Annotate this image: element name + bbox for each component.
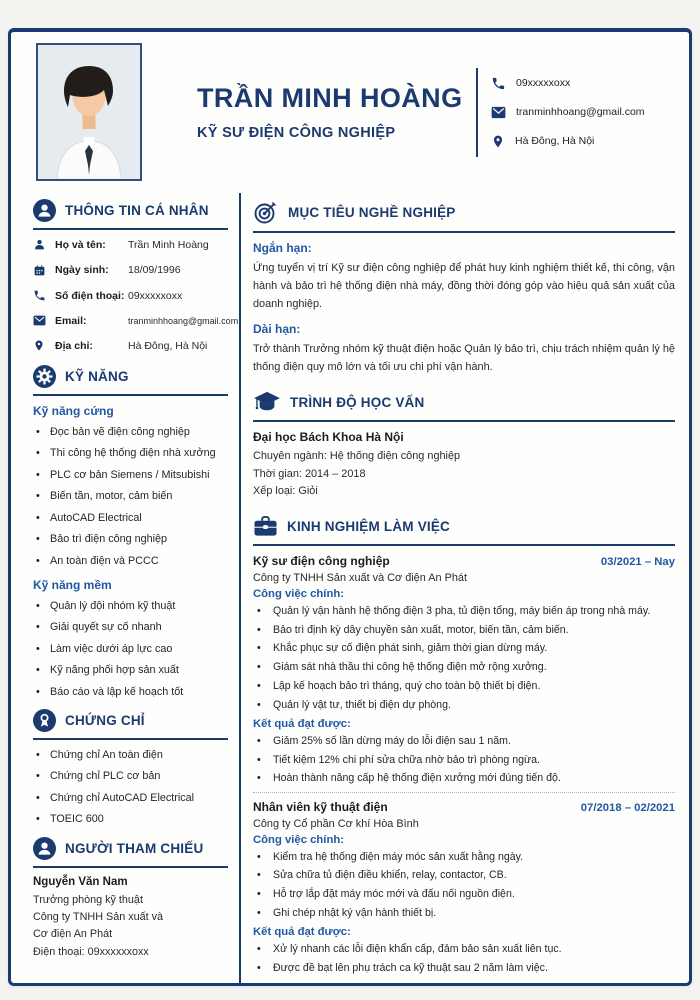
result-item: • Hoàn thành nâng cấp hệ thống điện xưởng mới đúng tiến độ. <box>257 772 561 785</box>
tasks-label: Công việc chính: <box>253 587 345 600</box>
contact-phone <box>491 76 673 91</box>
certificate-item: • Chứng chỉ AutoCAD Electrical <box>36 791 195 804</box>
info-label: Địa chỉ: <box>55 339 93 352</box>
reference-line: Công ty TNHH Sản xuất và <box>33 910 164 923</box>
job-company: Công ty TNHH Sản xuất và Cơ điện An Phát <box>253 571 467 584</box>
result-item: • Tiết kiệm 12% chi phí sửa chữa nhờ bảo trì phòng ngừa. <box>257 753 540 766</box>
cv-page <box>8 28 692 986</box>
skill-item: • Báo cáo và lập kế hoạch tốt <box>36 685 184 698</box>
location-icon <box>491 134 505 149</box>
skill-item: • Thi công hệ thống điện nhà xưởng <box>36 447 216 460</box>
info-row <box>33 238 228 251</box>
name-block <box>142 83 476 141</box>
section-personal-info <box>33 199 239 352</box>
results-label: Kết quả đạt được: <box>253 717 351 730</box>
task-item: • Hỗ trợ lắp đặt máy móc mới và đấu nối nguồn điện. <box>257 888 515 901</box>
contact-email-text: tranminhhoang@gmail.com <box>516 106 645 118</box>
job-entry <box>253 554 675 786</box>
body-columns <box>11 189 689 983</box>
candidate-job-title: KỸ SƯ ĐIỆN CÔNG NGHIỆP <box>197 125 396 141</box>
certificate-item: • TOEIC 600 <box>36 813 104 826</box>
job-period: 03/2021 – Nay <box>600 555 675 568</box>
section-title: KỸ NĂNG <box>65 368 129 384</box>
education-header <box>253 390 675 422</box>
skill-item: • Bảo trì điện công nghiệp <box>36 533 168 546</box>
skill-item: • Biến tần, motor, cảm biến <box>36 490 173 503</box>
info-row <box>33 264 228 277</box>
contact-address <box>491 134 673 149</box>
section-reference <box>33 837 228 962</box>
info-value: 18/09/1996 <box>128 264 181 276</box>
info-row <box>33 339 228 352</box>
skill-item: • AutoCAD Electrical <box>36 511 142 524</box>
skill-item: • Giải quyết sự cố nhanh <box>36 621 162 634</box>
section-title: NGƯỜI THAM CHIẾU <box>65 840 204 856</box>
education-school: Đại học Bách Khoa Hà Nội <box>253 430 404 445</box>
personal-info-header <box>33 199 228 230</box>
envelope-icon <box>491 106 506 119</box>
info-row <box>33 289 228 302</box>
certificate-item: • Chứng chỉ PLC cơ bản <box>36 770 161 783</box>
short-term-label: Ngắn hạn: <box>253 241 312 255</box>
results-label: Kết quả đạt được: <box>253 925 351 938</box>
task-item: • Khắc phục sự cố điện phát sinh, giảm thời gian dừng máy. <box>257 642 548 655</box>
reference-line: Cơ điện An Phát <box>33 928 113 941</box>
info-value: Hà Đông, Hà Nội <box>128 339 208 352</box>
skill-item: • Làm việc dưới áp lực cao <box>36 642 173 655</box>
reference-name: Nguyễn Văn Nam <box>33 875 128 888</box>
phone-icon <box>491 76 506 91</box>
section-skills <box>33 365 228 699</box>
section-title: MỤC TIÊU NGHỀ NGHIỆP <box>288 204 456 220</box>
job-role: Nhân viên kỹ thuật điện <box>253 799 388 814</box>
info-row <box>33 314 239 327</box>
header-contacts <box>476 68 673 157</box>
section-experience <box>253 515 675 975</box>
education-line: Thời gian: 2014 – 2018 <box>253 467 366 480</box>
section-title: CHỨNG CHỈ <box>65 712 145 728</box>
avatar <box>38 45 140 179</box>
award-circle-icon <box>33 709 56 732</box>
profile-photo <box>36 43 142 181</box>
section-objective <box>253 199 675 376</box>
person-circle-icon <box>33 199 56 222</box>
person-circle-icon <box>33 837 56 860</box>
task-item: • Lập kế hoạch bảo trì tháng, quý cho toàn bộ thiết bị điện. <box>257 680 541 693</box>
task-item: • Quản lý vật tư, thiết bị điện dự phòng. <box>257 698 451 711</box>
left-column <box>33 193 241 983</box>
education-line: Xếp loại: Giỏi <box>253 485 318 498</box>
reference-line: Điện thoại: 09xxxxxxoxx <box>33 945 149 958</box>
result-item: • Giảm 25% số lần dừng máy do lỗi điện sau 1 năm. <box>257 734 511 747</box>
soft-skills-subtitle: Kỹ năng mềm <box>33 577 112 592</box>
reference-line: Trưởng phòng kỹ thuật <box>33 893 143 906</box>
section-title: TRÌNH ĐỘ HỌC VẤN <box>290 394 425 410</box>
candidate-name: TRẦN MINH HOÀNG <box>197 83 463 113</box>
hard-skills-subtitle: Kỹ năng cứng <box>33 403 114 418</box>
long-term-label: Dài hạn: <box>253 322 301 337</box>
contact-phone-text: 09xxxxxoxx <box>516 77 571 89</box>
location-icon <box>33 339 47 352</box>
education-line: Chuyên ngành: Hệ thống điện công nghiệp <box>253 450 461 463</box>
task-item: • Giám sát nhà thầu thi công hệ thống điện mở rộng xưởng. <box>257 661 547 674</box>
skill-item: • Quản lý đội nhóm kỹ thuật <box>36 599 176 612</box>
job-role: Kỹ sư điện công nghiệp <box>253 553 390 568</box>
envelope-icon <box>33 315 47 326</box>
gear-circle-icon <box>33 365 56 388</box>
calendar-icon <box>33 264 47 277</box>
section-title: THÔNG TIN CÁ NHÂN <box>65 203 209 218</box>
graduation-cap-icon <box>253 390 281 414</box>
header <box>11 32 689 189</box>
job-entry <box>253 800 675 975</box>
contact-address-text: Hà Đông, Hà Nội <box>515 135 595 147</box>
right-column <box>241 193 675 983</box>
skill-item: • Đọc bản vẽ điện công nghiệp <box>36 425 190 438</box>
job-company: Công ty Cổ phần Cơ khí Hòa Bình <box>253 817 419 830</box>
result-item: • Được đề bạt lên phụ trách ca kỹ thuật sau 2 năm làm việc. <box>257 961 548 974</box>
long-term-text: Trở thành Trưởng nhóm kỹ thuật điện hoặc Quản lý bảo trì, chịu trách nhiệm quản lý hệ thống điện quy mô lớn và tối ưu chi phí vận hành. <box>253 343 675 374</box>
section-education <box>253 390 675 500</box>
task-item: • Sửa chữa tủ điện điều khiển, relay, contactor, CB. <box>257 869 507 882</box>
phone-icon <box>33 289 47 302</box>
job-header <box>253 800 675 814</box>
target-icon <box>253 199 279 225</box>
experience-header <box>253 515 675 546</box>
task-item: • Ghi chép nhật ký vận hành thiết bị. <box>257 907 437 920</box>
result-item: • Xử lý nhanh các lỗi điện khẩn cấp, đảm bảo sản xuất liên tục. <box>257 942 562 955</box>
info-value: 09xxxxxoxx <box>128 289 183 302</box>
contact-email <box>491 106 673 119</box>
job-period: 07/2018 – 02/2021 <box>580 801 675 814</box>
skills-header <box>33 365 228 396</box>
person-icon <box>33 238 47 251</box>
short-term-text: Ứng tuyển vị trí Kỹ sư điện công nghiệp để phát huy kinh nghiệm thiết kế, thi công, vận hành và bảo trì hệ thống điện nhà máy, đồng thời đóng góp vào hiệu quả sản xuất của doanh nghiệp. <box>253 262 675 311</box>
job-header <box>253 554 675 568</box>
task-item: • Quản lý vận hành hệ thống điện 3 pha, tủ điện tổng, máy biến áp trong nhà máy. <box>257 604 651 617</box>
certificates-header <box>33 709 228 740</box>
certificate-item: • Chứng chỉ An toàn điện <box>36 748 163 761</box>
info-label: Số điện thoại: <box>55 289 125 302</box>
task-item: • Bảo trì định kỳ dây chuyền sản xuất, motor, biến tần, cảm biến. <box>257 623 569 636</box>
job-divider <box>253 792 675 793</box>
skill-item: • PLC cơ bản Siemens / Mitsubishi <box>36 468 210 481</box>
info-value: Trần Minh Hoàng <box>128 238 209 251</box>
info-label: Ngày sinh: <box>55 264 109 276</box>
skill-item: • An toàn điện và PCCC <box>36 554 159 567</box>
section-title: KINH NGHIỆM LÀM VIỆC <box>287 518 451 534</box>
reference-header <box>33 837 228 868</box>
briefcase-icon <box>253 515 278 538</box>
info-label: Email: <box>55 314 87 327</box>
info-value: tranminhhoang@gmail.com <box>128 315 239 326</box>
skill-item: • Kỹ năng phối hợp sản xuất <box>36 664 179 677</box>
section-certificates <box>33 709 228 827</box>
objective-header <box>253 199 675 233</box>
tasks-label: Công việc chính: <box>253 833 345 846</box>
info-label: Họ và tên: <box>55 238 106 251</box>
task-item: • Kiểm tra hệ thống điện máy móc sản xuất hằng ngày. <box>257 850 524 863</box>
